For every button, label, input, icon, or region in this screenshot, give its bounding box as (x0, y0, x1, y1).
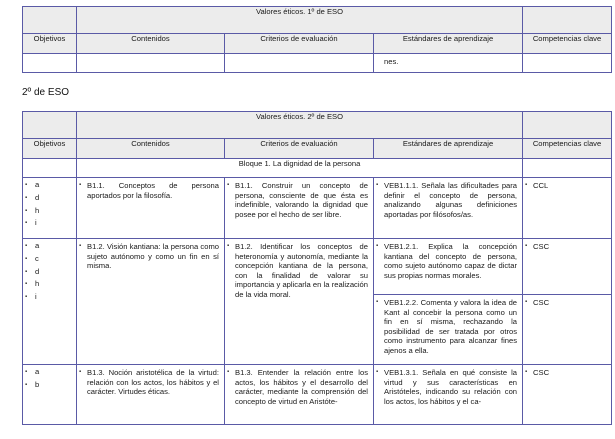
header-contenidos: Contenidos (77, 139, 225, 159)
cell-contenido (77, 54, 225, 73)
header-criterios: Criterios de evaluación (225, 34, 374, 54)
objetivo-item: ▪ a (23, 179, 76, 192)
table-title-row (23, 112, 612, 139)
bullet-icon: ▪ (25, 182, 28, 188)
bullet-icon: ▪ (376, 182, 379, 188)
bullet-icon: ▪ (25, 281, 28, 288)
objetivo-item: ▪ i (23, 291, 76, 304)
table-title-row (23, 7, 612, 34)
cell-competencia: ▪ CSC (523, 239, 612, 295)
header-competencias: Competencias clave (523, 139, 612, 159)
bullet-icon: ▪ (25, 369, 28, 375)
cell-estandar: ▪ VEB1.3.1. Señala en qué consiste la virtud y sus características en Aristóteles, indicando su relación con los actos, los hábitos y el ca- (374, 365, 523, 425)
header-contenidos: Contenidos (77, 34, 225, 54)
cell-competencia: ▪ CSC (523, 295, 612, 365)
cell-criterio (225, 54, 374, 73)
bullet-icon: ▪ (525, 182, 528, 188)
bullet-icon: ▪ (25, 294, 28, 301)
bullet-icon: ▪ (525, 243, 528, 249)
bullet-icon: ▪ (79, 182, 82, 188)
table-header-row (23, 139, 612, 159)
objetivo-item: ▪ h (23, 205, 76, 218)
objetivo-item: ▪ i (23, 217, 76, 230)
bullet-icon: ▪ (79, 243, 82, 249)
table-row (23, 365, 612, 425)
header-estandares: Estándares de aprendizaje (374, 34, 523, 54)
table-title-spacer (523, 7, 612, 34)
table-row (23, 54, 612, 73)
table-title-spacer (523, 112, 612, 139)
table-row (23, 239, 612, 295)
bullet-icon: ▪ (227, 243, 230, 249)
table-row (23, 178, 612, 239)
bullet-icon: ▪ (376, 369, 379, 375)
cell-objetivos (23, 54, 77, 73)
objetivo-item: ▪ d (23, 192, 76, 205)
table-valores-eticos-1-eso (22, 6, 612, 73)
cell-contenido: ▪ B1.2. Visión kantiana: la persona como sujeto autónomo y como un fin en sí misma. (77, 239, 225, 365)
cell-objetivos (23, 178, 77, 239)
bloque-spacer (523, 159, 612, 178)
bullet-icon: ▪ (376, 243, 379, 249)
cell-criterio: ▪ B1.2. Identificar los conceptos de heteronomía y autonomía, mediante la concepción kantiana de la persona, con la finalidad de valorar su importancia y aplicarla en la realización de la vida moral. (225, 239, 374, 365)
header-competencias: Competencias clave (523, 34, 612, 54)
header-objetivos: Objetivos (23, 34, 77, 54)
table-title-spacer (23, 112, 77, 139)
bloque-spacer (23, 159, 77, 178)
table-title: Valores éticos. 1º de ESO (77, 7, 523, 34)
table-title-spacer (23, 7, 77, 34)
bullet-icon: ▪ (376, 299, 379, 305)
bullet-icon: ▪ (25, 243, 28, 249)
cell-objetivos (23, 239, 77, 365)
bullet-icon: ▪ (79, 369, 82, 375)
bullet-icon: ▪ (525, 299, 528, 305)
cell-competencia (523, 54, 612, 73)
bullet-icon: ▪ (25, 268, 28, 275)
cell-estandar: ▪ VEB1.1.1. Señala las dificultades para definir el concepto de persona, analizando algunas definiciones aportadas por filósofos/as. (374, 178, 523, 239)
cell-criterio: ▪ B1.3. Entender la relación entre los actos, los hábitos y el desarrollo del carácter, mediante la comprensión del concepto de virtud en Aristóte- (225, 365, 374, 425)
objetivo-item: ▪ h (23, 278, 76, 291)
header-objetivos: Objetivos (23, 139, 77, 159)
cell-estandar: ▪ VEB1.2.1. Explica la concepción kantiana del concepto de persona, como sujeto autónomo capaz de dictar sus propias normas morales. (374, 239, 523, 295)
bullet-icon: ▪ (25, 220, 28, 227)
bullet-icon: ▪ (25, 381, 28, 388)
objetivo-item: ▪ a (23, 240, 76, 253)
cell-estandar: nes. (374, 54, 523, 73)
header-criterios: Criterios de evaluación (225, 139, 374, 159)
bloque-heading: Bloque 1. La dignidad de la persona (77, 159, 523, 178)
objetivo-item: ▪ a (23, 366, 76, 379)
cell-objetivos (23, 365, 77, 425)
header-estandares: Estándares de aprendizaje (374, 139, 523, 159)
bullet-icon: ▪ (25, 207, 28, 214)
bullet-icon: ▪ (25, 255, 28, 262)
objetivo-item: ▪ d (23, 266, 76, 279)
bullet-icon: ▪ (227, 182, 230, 188)
objetivo-item: ▪ b (23, 379, 76, 392)
table-header-row (23, 34, 612, 54)
cell-criterio: ▪ B1.1. Construir un concepto de persona, consciente de que ésta es indefinible, valorando la dignidad que posee por el hecho de ser libre. (225, 178, 374, 239)
cell-contenido: ▪ B1.1. Conceptos de persona aportados por la filosofía. (77, 178, 225, 239)
cell-contenido: ▪ B1.3. Noción aristotélica de la virtud: relación con los actos, los hábitos y el carácter. Virtudes éticas. (77, 365, 225, 425)
cell-competencia: ▪ CCL (523, 178, 612, 239)
bullet-icon: ▪ (25, 194, 28, 201)
table-valores-eticos-2-eso (22, 111, 612, 425)
bullet-icon: ▪ (525, 369, 528, 375)
section-heading: 2º de ESO (22, 87, 70, 98)
cell-estandar: ▪ VEB1.2.2. Comenta y valora la idea de Kant al concebir la persona como un fin en sí misma, rechazando la posibilidad de ser tratada por otros como instrumento para alcanzar fines ajenos a ella. (374, 295, 523, 365)
objetivo-item: ▪ c (23, 253, 76, 266)
table-title: Valores éticos. 2º de ESO (77, 112, 523, 139)
bullet-icon: ▪ (227, 369, 230, 375)
bloque-row (23, 159, 612, 178)
cell-competencia: ▪ CSC (523, 365, 612, 425)
